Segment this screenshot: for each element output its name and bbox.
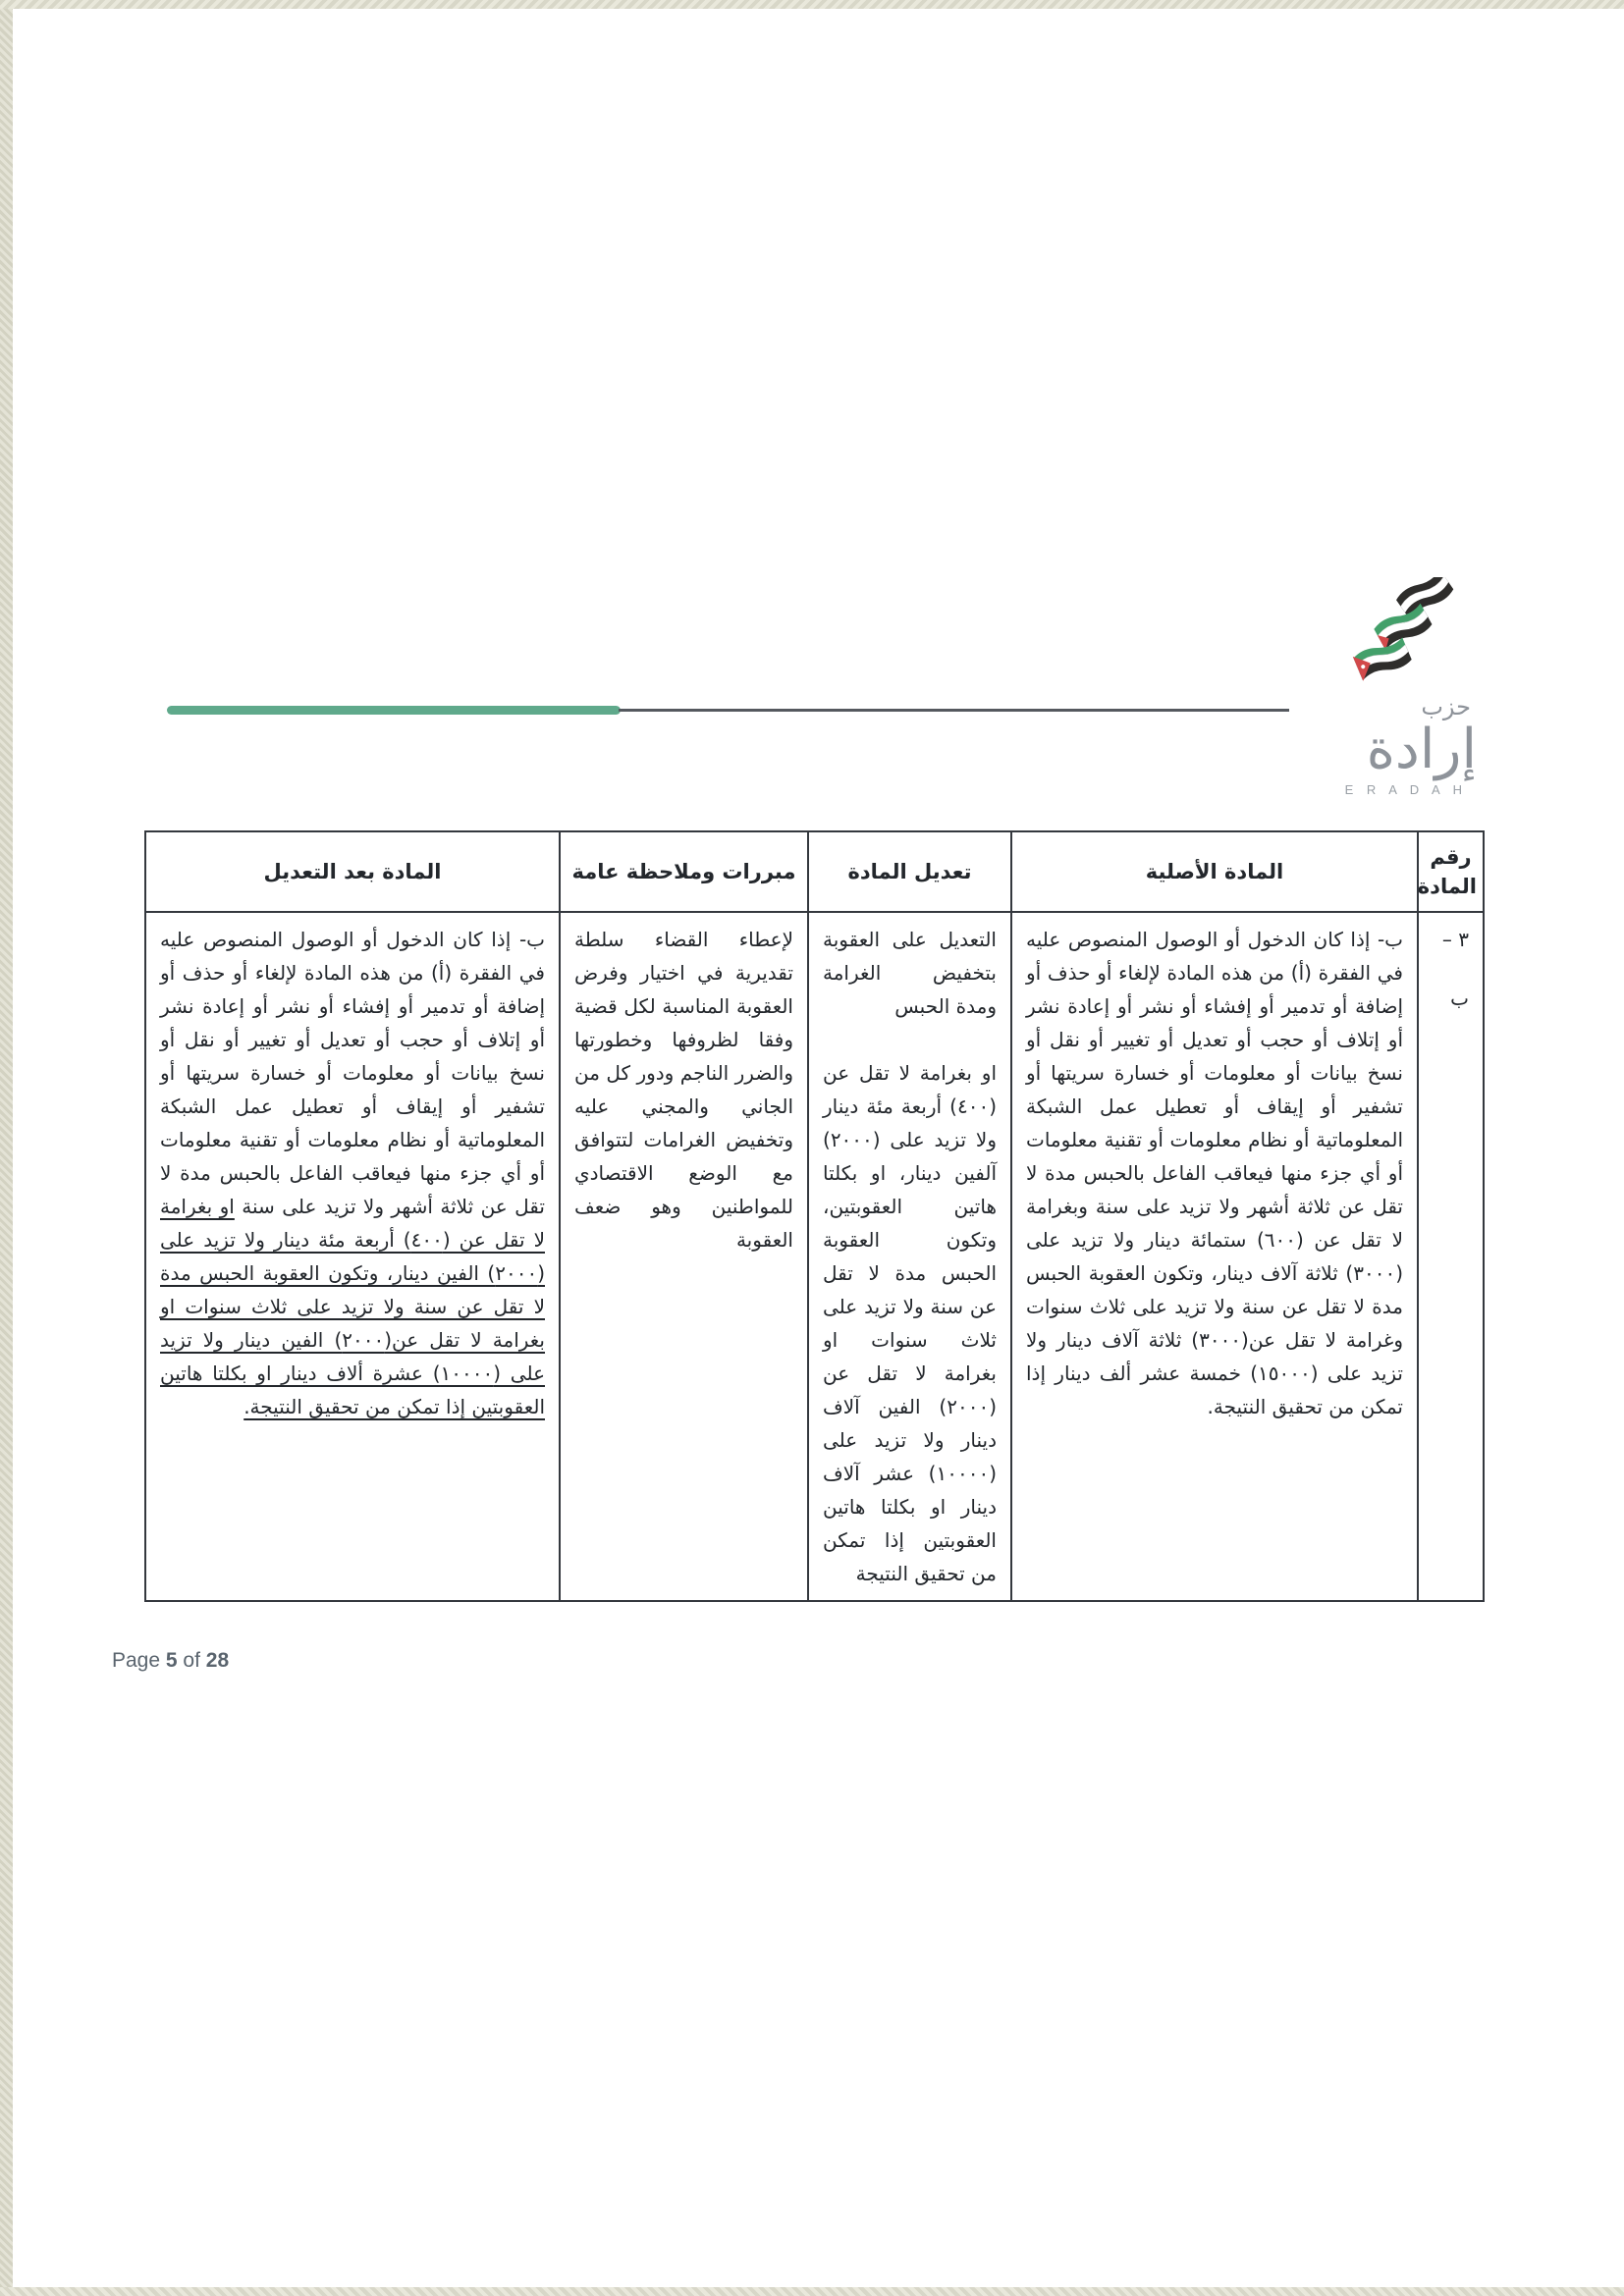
amended-article-text [160, 923, 545, 1423]
cell-article-amendment [808, 912, 1011, 1601]
header-article-after-amendment: المادة بعد التعديل [145, 831, 560, 912]
scan-edge-bottom [0, 2287, 1624, 2296]
table-header-row [145, 831, 1484, 912]
justification-text: لإعطاء القضاء سلطة تقديرية في اختيار وفرض العقوبة المناسبة لكل قضية وفقا لظروفها وخطورتها والضرر الناجم ودور كل من الجاني والمجني عليه وتخفيض الغرامات لتتوافق مع الوضع الاقتصادي للمواطنين وهو ضعف العقوبة [574, 928, 793, 1252]
header-justifications-general-note: مبررات وملاحظة عامة [560, 831, 808, 912]
footer-total-pages: 28 [205, 1649, 230, 1672]
header-original-article: المادة الأصلية [1011, 831, 1418, 912]
scan-edge-top [0, 0, 1624, 9]
footer-page-word: Page [112, 1649, 161, 1672]
amendment-paragraph-2: او بغرامة لا تقل عن (٤٠٠) أربعة مئة دينار ولا تزيد على (٢٠٠٠) آلفين دينار، او بكلتا هاتين العقوبتين، وتكون العقوبة الحبس مدة لا تقل عن سنة ولا تزيد على ثلاث سنوات او بغرامة لا تقل عن (٢٠٠٠) الفين آلاف دينار ولا تزيد على (١٠٠٠٠) عشر آلاف دينار او بكلتا هاتين العقوبتين إذا تمكن من تحقيق النتيجة [823, 1061, 997, 1585]
header-article-amendment: تعديل المادة [808, 831, 1011, 912]
eradah-flags-icon [1343, 577, 1463, 693]
header-divider-gray [619, 709, 1289, 712]
scan-edge-left [0, 0, 13, 2296]
cell-justifications [560, 912, 808, 1601]
cell-article-after-amendment [145, 912, 560, 1601]
amendment-comparison-table [144, 830, 1485, 1602]
header-divider-green [167, 706, 621, 715]
logo-word-hizb: حزب [1421, 693, 1471, 721]
article-number-part1: ٣ – [1441, 928, 1469, 951]
original-article-text: ب- إذا كان الدخول أو الوصول المنصوص عليه في الفقرة (أ) من هذه المادة لإلغاء أو حذف أو إضافة أو تدمير أو إفشاء أو نشر أو إعادة نشر أو إتلاف أو حجب أو تعديل أو تغيير أو نقل أو نسخ بيانات أو معلومات أو خسارة سريتها أو تشفير أو إيقاف أو تعطيل عمل الشبكة المعلوماتية أو نظام معلومات أو تقنية معلومات أو أي جزء منها فيعاقب الفاعل بالحبس مدة لا تقل عن ثلاثة أشهر ولا تزيد على سنة وبغرامة لا تقل عن (٦٠٠) ستمائة دينار ولا تزيد على (٣٠٠٠) ثلاثة آلاف دينار، وتكون العقوبة الحبس مدة لا تقل عن سنة ولا تزيد على ثلاث سنوات وغرامة لا تقل عن(٣٠٠٠) ثلاثة آلاف دينار ولا تزيد على (١٥٠٠٠) خمسة عشر ألف دينار إذا تمكن من تحقيق النتيجة. [1026, 928, 1403, 1418]
logo-name-english: E R A D A H [1344, 782, 1467, 797]
header-article-number: رقم المادة [1418, 831, 1484, 912]
page-footer [112, 1649, 229, 1673]
logo-name-arabic: إرادة [1366, 718, 1477, 781]
table-row [145, 912, 1484, 1601]
footer-of-word: of [183, 1649, 200, 1672]
amendment-paragraph-1: التعديل على العقوبة بتخفيض الغرامة ومدة الحبس [823, 928, 997, 1018]
cell-original-article [1011, 912, 1418, 1601]
footer-page-number: 5 [165, 1649, 178, 1672]
amended-article-plain: ب- إذا كان الدخول أو الوصول المنصوص عليه في الفقرة (أ) من هذه المادة لإلغاء أو حذف أو إضافة أو تدمير أو إفشاء أو نشر أو إعادة نشر أو إتلاف أو حجب أو تعديل أو تغيير أو نقل أو نسخ بيانات أو معلومات أو خسارة سريتها أو تشفير أو إيقاف أو تعطيل عمل الشبكة المعلوماتية أو نظام معلومات أو تقنية معلومات أو أي جزء منها فيعاقب الفاعل بالحبس مدة لا تقل عن ثلاثة أشهر ولا تزيد على سنة [160, 928, 545, 1218]
article-number-part2: ب [1450, 987, 1469, 1010]
amended-article-underlined: او بغرامة لا تقل عن (٤٠٠) أربعة مئة دينار ولا تزيد على (٢٠٠٠) الفين دينار، وتكون العقوبة الحبس مدة لا تقل عن سنة ولا تزيد على ثلاث سنوات او بغرامة لا تقل عن(٢٠٠٠) الفين دينار ولا تزيد على (١٠٠٠٠) عشرة ألاف دينار او بكلتا هاتين العقوبتين إذا تمكن من تحقيق النتيجة. [160, 1195, 546, 1418]
cell-article-number [1418, 912, 1484, 1601]
eradah-party-logo [1304, 577, 1477, 796]
